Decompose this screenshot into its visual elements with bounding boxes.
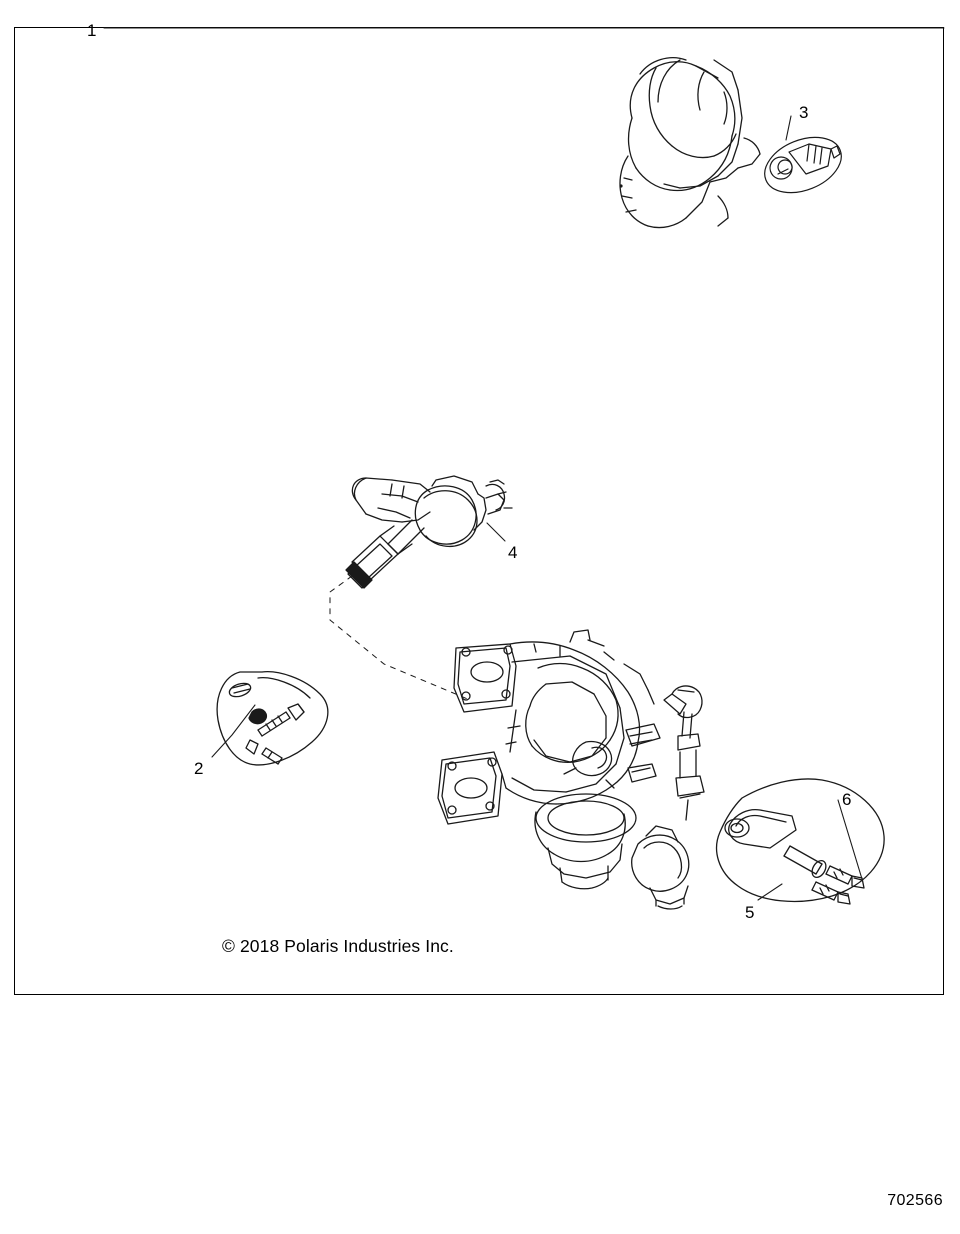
part-2-mounting-plate (217, 672, 328, 765)
callout-4: 4 (508, 543, 518, 562)
copyright-notice: © 2018 Polaris Industries Inc. (222, 936, 454, 956)
callout-6: 6 (842, 790, 852, 809)
part-number-label: 702566 (887, 1192, 943, 1209)
part-1-intake-elbow (619, 58, 760, 228)
part-3-sensor (757, 127, 850, 203)
callout-2: 2 (194, 759, 204, 778)
leader-lines (104, 28, 944, 900)
callout-1: 1 (87, 21, 97, 40)
part-5-bracket-and-part-6-bolts (717, 779, 885, 904)
part-4-pressure-regulator (330, 476, 512, 700)
part-main-throttle-body (438, 630, 704, 909)
callout-5: 5 (745, 903, 755, 922)
callout-3: 3 (799, 103, 809, 122)
